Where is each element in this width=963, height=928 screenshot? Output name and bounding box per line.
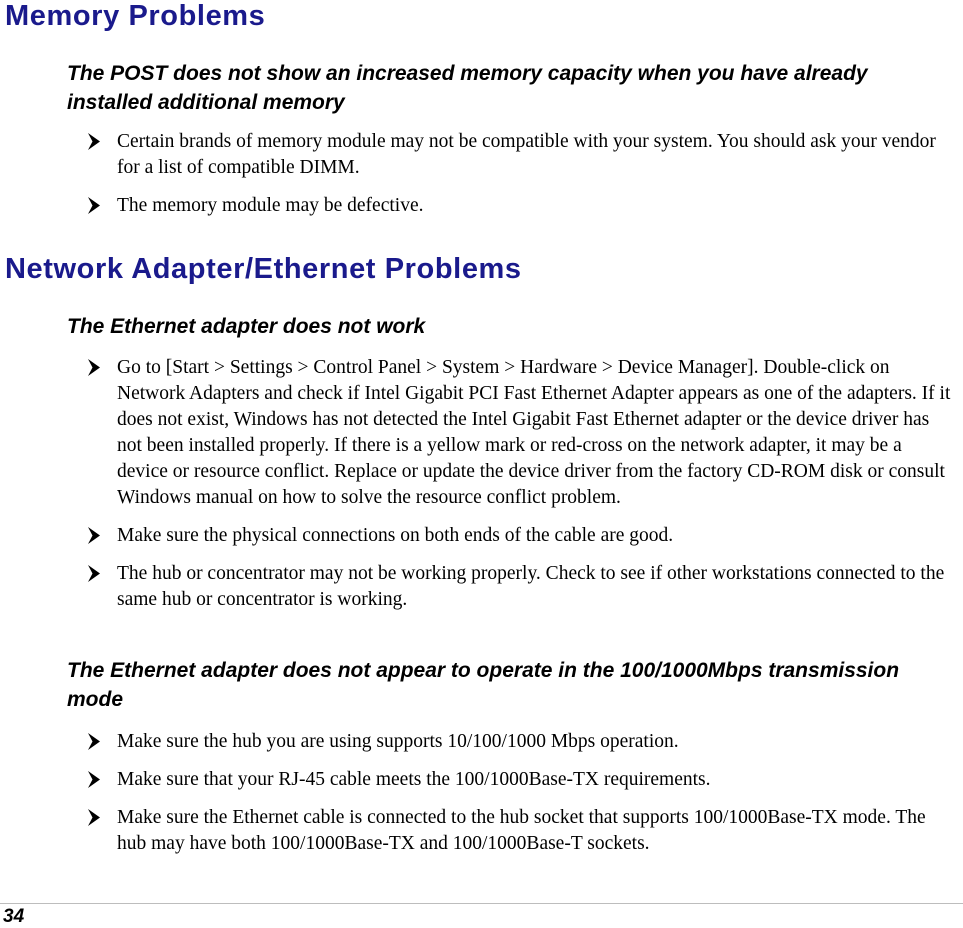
list-item [87, 355, 953, 511]
list-item [87, 729, 953, 755]
arrow-bullet-icon [87, 526, 101, 545]
problem-heading-post-memory: The POST does not show an increased memory capacity when you have already installed additional memory [67, 62, 868, 114]
bullet-list-ethernet-not-work [87, 355, 953, 613]
bullet-list-ethernet-mode [87, 729, 953, 857]
list-item [87, 767, 953, 793]
list-item [87, 129, 953, 181]
bullet-text: Make sure the Ethernet cable is connected to the hub socket that supports 100/1000Base-TX mode. The hub may have both 100/1000Base-TX and 100/1000Base-T sockets. [117, 807, 926, 854]
bullet-text: Go to [Start > Settings > Control Panel > System > Hardware > Device Manager]. Double-click on Network Adapters and check if Intel Gigabit PCI Fast Ethernet Adapter appears as one of the adapters. If it does not exist, Windows has not detected the Intel Gigabit Fast Ethernet adapter or the device driver has not been installed properly. If there is a yellow mark or red-cross on the network adapter, it may be a device or resource conflict. Replace or update the device driver from the factory CD-ROM disk or consult Windows manual on how to solve the resource conflict problem. [117, 357, 951, 508]
arrow-bullet-icon [87, 732, 101, 751]
footer-rule [0, 903, 963, 904]
arrow-bullet-icon [87, 564, 101, 583]
arrow-bullet-icon [87, 358, 101, 377]
list-item [87, 805, 953, 857]
bullet-text: The hub or concentrator may not be working properly. Check to see if other workstations connected to the same hub or concentrator is working. [117, 563, 945, 610]
bullet-text: Make sure the hub you are using supports 10/100/1000 Mbps operation. [117, 731, 679, 752]
list-item [87, 561, 953, 613]
arrow-bullet-icon [87, 770, 101, 789]
arrow-bullet-icon [87, 808, 101, 827]
bullet-text: Make sure that your RJ-45 cable meets the 100/1000Base-TX requirements. [117, 769, 711, 790]
section-title-network-problems: Network Adapter/Ethernet Problems [5, 253, 522, 285]
arrow-bullet-icon [87, 196, 101, 215]
problem-heading-ethernet-not-work: The Ethernet adapter does not work [67, 315, 426, 338]
bullet-text: The memory module may be defective. [117, 195, 424, 216]
bullet-list-memory [87, 129, 953, 219]
arrow-bullet-icon [87, 132, 101, 151]
page-number: 34 [3, 906, 25, 927]
list-item [87, 523, 953, 549]
section-title-memory-problems: Memory Problems [5, 0, 266, 32]
list-item [87, 193, 953, 219]
bullet-text: Certain brands of memory module may not be compatible with your system. You should ask your vendor for a list of compatible DIMM. [117, 131, 936, 178]
problem-heading-ethernet-mode: The Ethernet adapter does not appear to operate in the 100/1000Mbps transmission mode [67, 659, 900, 711]
bullet-text: Make sure the physical connections on both ends of the cable are good. [117, 525, 674, 546]
